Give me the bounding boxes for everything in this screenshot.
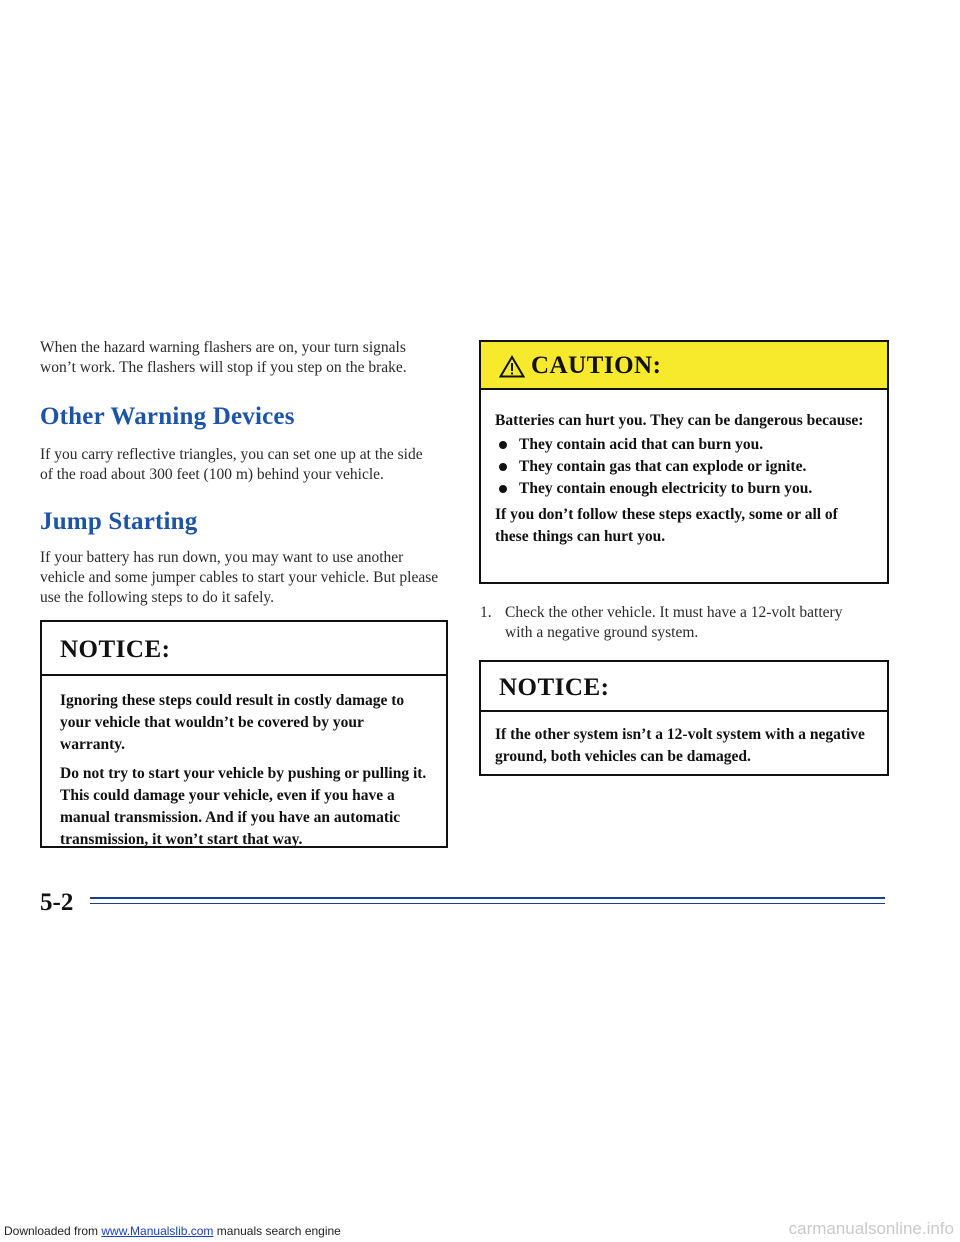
download-prefix: Downloaded from	[4, 1224, 102, 1238]
caution-closing: If you don’t follow these steps exactly, some or all of these things can hurt you.	[495, 506, 838, 545]
footer-rule-bottom	[90, 903, 885, 904]
section-heading-jump-starting: Jump Starting	[40, 508, 198, 535]
download-suffix: manuals search engine	[213, 1224, 341, 1238]
notice-title: NOTICE:	[499, 674, 610, 701]
caution-intro: Batteries can hurt you. They can be dangerous because:	[495, 412, 864, 429]
download-banner	[4, 1224, 341, 1238]
other-warning-devices-body: If you carry reflective triangles, you can set one up at the side of the road about 300 feet (100 m) behind your vehicle.	[40, 446, 423, 483]
notice-box-left	[40, 620, 448, 848]
caution-title: CAUTION:	[531, 352, 662, 379]
caution-bullet: They contain gas that can explode or ignite.	[495, 456, 875, 478]
footer-rule-top	[90, 897, 885, 899]
notice-body	[495, 724, 879, 775]
notice-paragraph: Do not try to start your vehicle by pushing or pulling it. This could damage your vehicle, even if you have a manual transmission. And if you have an automatic transmission, it won’t start that way.	[60, 765, 427, 848]
notice-box-right	[479, 660, 889, 776]
notice-paragraph: If the other system isn’t a 12-volt system with a negative ground, both vehicles can be damaged.	[495, 726, 865, 765]
caution-bullet: They contain enough electricity to burn you.	[495, 478, 875, 500]
notice-title: NOTICE:	[60, 636, 171, 663]
step-text: Check the other vehicle. It must have a 12-volt battery with a negative ground system.	[505, 604, 843, 641]
section-heading-other-warning-devices: Other Warning Devices	[40, 403, 295, 430]
caution-bullet: They contain acid that can burn you.	[495, 434, 875, 456]
watermark: carmanualsonline.info	[788, 1219, 954, 1238]
caution-box	[479, 340, 889, 584]
notice-body	[60, 690, 432, 858]
warning-triangle-icon	[499, 355, 525, 378]
download-link[interactable]: www.Manualslib.com	[101, 1224, 214, 1238]
page-number: 5-2	[40, 889, 74, 916]
jump-starting-body: If your battery has run down, you may want to use another vehicle and some jumper cables to start your vehicle. But please use the following steps to do it safely.	[40, 549, 439, 606]
step-number: 1.	[480, 604, 492, 621]
notice-paragraph: Ignoring these steps could result in costly damage to your vehicle that wouldn’t be covered by your warranty.	[60, 692, 405, 753]
intro-paragraph: When the hazard warning flashers are on, your turn signals won’t work. The flashers will stop if you step on the brake.	[40, 339, 407, 376]
caution-bullet-list	[495, 434, 875, 500]
caution-body	[495, 410, 875, 555]
